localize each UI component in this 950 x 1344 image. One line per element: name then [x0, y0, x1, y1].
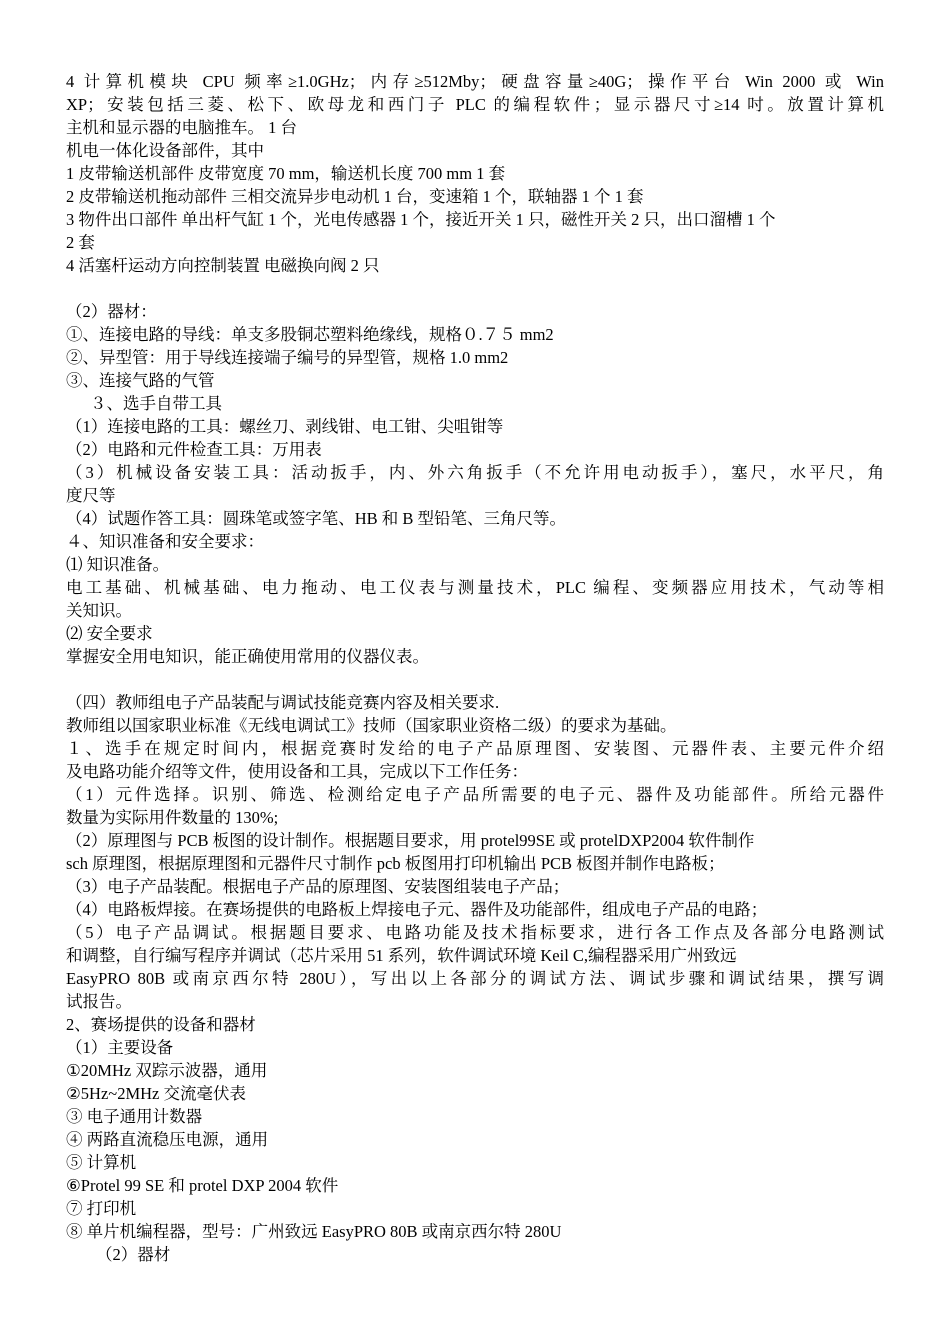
- text-line: （3）电子产品装配。根据电子产品的原理图、安装图组装电子产品；: [66, 877, 570, 896]
- text-line: 关知识。: [66, 601, 132, 620]
- text-line: 4 活塞杆运动方向控制装置 电磁换向阀 2 只: [66, 256, 380, 275]
- text-line: （2）原理图与 PCB 板图的设计制作。根据题目要求，用 protel99SE 或 protelDXP2004 软件制作: [66, 831, 755, 850]
- text-line: 机电一体化设备部件，其中: [66, 141, 264, 160]
- text-line: ⑵ 安全要求: [66, 624, 153, 643]
- text-line: 2 皮带输送机拖动部件 三相交流异步电动机 1 台，变速箱 1 个，联轴器 1 个 1 套: [66, 187, 644, 206]
- text-line: 掌握安全用电知识，能正确使用常用的仪器仪表。: [66, 647, 429, 666]
- text-line: 3 物件出口部件 单出杆气缸 1 个，光电传感器 1 个，接近开关 1 只，磁性开关 2 只，出口溜槽 1 个: [66, 210, 776, 229]
- text-line: 主机和显示器的电脑推车。 1 台: [66, 118, 297, 137]
- text-line: 2 套: [66, 233, 95, 252]
- list-item: ⑥Protel 99 SE 和 protel DXP 2004 软件: [66, 1176, 339, 1195]
- list-item: ①20MHz 双踪示波器，通用: [66, 1061, 268, 1080]
- list-item: ②5Hz~2MHz 交流毫伏表: [66, 1084, 246, 1103]
- blank-line: [66, 277, 884, 300]
- text-line: 4 计算机模块 CPU 频率≥1.0GHz；内存≥512Mby；硬盘容量≥40G；操作平台 Win 2000 或 Win: [66, 72, 884, 91]
- text-line: ①、连接电路的导线：单支多股铜芯塑料绝缘线，规格０.７５ mm2: [66, 325, 554, 344]
- text-line: ③、连接气路的气管: [66, 371, 215, 390]
- list-item: ⑤ 计算机: [66, 1153, 137, 1172]
- list-item: ⑦ 打印机: [66, 1199, 137, 1218]
- text-line: 1 皮带输送机部件 皮带宽度 70 mm，输送机长度 700 mm 1 套: [66, 164, 506, 183]
- text-line: （1）元件选择。识别、筛选、检测给定电子产品所需要的电子元、器件及功能部件。所给元器件: [66, 785, 884, 804]
- text-line: （4）试题作答工具：圆珠笔或签字笔、HB 和 B 型铅笔、三角尺等。: [66, 509, 567, 528]
- text-line: （2）器材: [96, 1245, 171, 1264]
- text-line: XP；安装包括三菱、松下、欧母龙和西门子 PLC 的编程软件；显示器尺寸≥14 吋。放置计算机: [66, 95, 884, 114]
- text-line: 和调整，自行编写程序并调试（芯片采用 51 系列，软件调试环境 Keil C,编程器采用广州致远: [66, 946, 737, 965]
- text-line: （3）机械设备安装工具：活动扳手，内、外六角扳手（不允许用电动扳手），塞尺，水平尺，角: [66, 463, 884, 482]
- text-line: （1）主要设备: [66, 1038, 174, 1057]
- text-line: EasyPRO 80B 或南京西尔特 280U），写出以上各部分的调试方法、调试步骤和调试结果，撰写调: [66, 969, 884, 988]
- list-item: ⑧ 单片机编程器，型号：广州致远 EasyPRO 80B 或南京西尔特 280U: [66, 1222, 562, 1241]
- text-line: 电工基础、机械基础、电力拖动、电工仪表与测量技术，PLC 编程、变频器应用技术，气动等相: [66, 578, 884, 597]
- text-line: （1）连接电路的工具：螺丝刀、剥线钳、电工钳、尖咀钳等: [66, 417, 504, 436]
- text-line: （5）电子产品调试。根据题目要求、电路功能及技术指标要求，进行各工作点及各部分电路测试: [66, 923, 884, 942]
- text-line: １、选手在规定时间内，根据竞赛时发给的电子产品原理图、安装图、元器件表、主要元件介绍: [66, 739, 884, 758]
- section-heading: （四）教师组电子产品装配与调试技能竞赛内容及相关要求.: [66, 693, 500, 712]
- section-heading: ４、知识准备和安全要求：: [66, 532, 264, 551]
- text-line: （4）电路板焊接。在赛场提供的电路板上焊接电子元、器件及功能部件，组成电子产品的电路；: [66, 900, 768, 919]
- text-line: 数量为实际用件数量的 130%;: [66, 808, 279, 827]
- list-item: ③ 电子通用计数器: [66, 1107, 203, 1126]
- section-heading: ３、选手自带工具: [90, 394, 222, 413]
- text-line: 及电路功能介绍等文件，使用设备和工具，完成以下工作任务：: [66, 762, 528, 781]
- text-line: 教师组以国家职业标准《无线电调试工》技师（国家职业资格二级）的要求为基础。: [66, 716, 677, 735]
- list-item: ④ 两路直流稳压电源，通用: [66, 1130, 269, 1149]
- text-line: sch 原理图，根据原理图和元器件尺寸制作 pcb 板图用打印机输出 PCB 板图并制作电路板；: [66, 854, 725, 873]
- text-line: ②、异型管：用于导线连接端子编号的异型管，规格 1.0 mm2: [66, 348, 509, 367]
- text-line: （2）器材：: [66, 302, 157, 321]
- text-line: 试报告。: [66, 992, 132, 1011]
- text-line: （2）电路和元件检查工具：万用表: [66, 440, 322, 459]
- text-line: ⑴ 知识准备。: [66, 555, 170, 574]
- section-heading: 2、赛场提供的设备和器材: [66, 1015, 256, 1034]
- text-line: 度尺等: [66, 486, 116, 505]
- blank-line: [66, 668, 884, 691]
